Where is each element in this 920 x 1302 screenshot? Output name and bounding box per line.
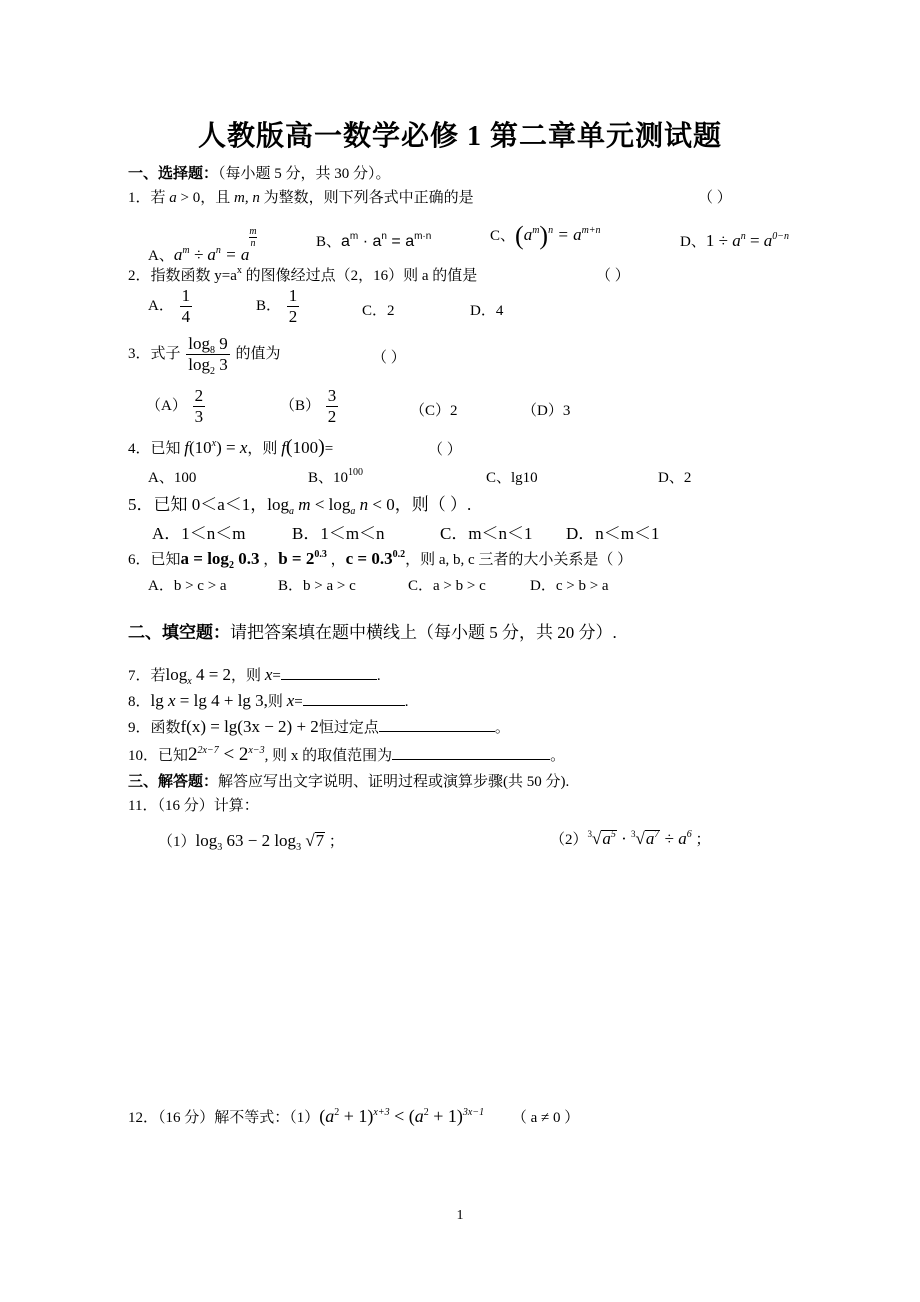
q7-var: x bbox=[264, 665, 273, 684]
q12: 12．（16 分）解不等式：$(1)(a^2 + 1)^{x+3} < (a^2 + 1)^{3x-1}$ （ a ≠ 0 ） bbox=[128, 1106, 580, 1126]
q4-option-d: D、2 bbox=[658, 470, 692, 486]
q7: 7．若$\log_x 4 = 2$，则 x= . bbox=[128, 665, 381, 687]
q8-eq: = bbox=[294, 694, 303, 710]
section-2-label: 二、填空题： bbox=[128, 623, 230, 642]
q5-stem: 5．已知 0＜a＜1，$\log_a m < \log_a n < 0$，则（ ）. bbox=[128, 495, 472, 517]
q4-answer-paren: （ ） bbox=[428, 442, 462, 458]
q3-option-d: （D）3 bbox=[522, 403, 571, 419]
q3-option-b-num: 3 bbox=[327, 386, 337, 405]
q6-prefix: 6．已知 bbox=[128, 552, 181, 568]
q1-stem-text: 1．若 a > 0，且 m, n 为整数，则下列各式中正确的是 bbox=[128, 190, 474, 206]
q5-option-b: B．1＜m＜n bbox=[292, 524, 385, 543]
q4-option-b-exp: 100 bbox=[348, 467, 364, 478]
q1-stem bbox=[128, 186, 474, 207]
q8-var: x bbox=[286, 691, 295, 710]
q3-num-arg: 9 bbox=[219, 334, 228, 353]
q9-end: 。 bbox=[494, 720, 510, 736]
q3-den-base: 2 bbox=[210, 366, 215, 377]
q1-answer-paren: （ ） bbox=[698, 190, 732, 206]
q6-stem: 6．已知$a = \log_2 0.3$ ，$b = 2^{0.3}$ ，$c = 0.3^{0.2}$，则 a, b, c 三者的大小关系是（ ） bbox=[128, 549, 633, 571]
q5-option-a: A．1＜n＜m bbox=[152, 524, 246, 543]
q10-answer-blank[interactable] bbox=[392, 745, 550, 760]
q2-option-b-den: 2 bbox=[288, 307, 298, 326]
section-2-heading bbox=[128, 618, 617, 643]
q2-option-d: D．4 bbox=[470, 303, 504, 319]
q8: 8．lg x = lg 4 + lg 3,则 x= . bbox=[128, 691, 409, 710]
section-2-note: 请把答案填在题中横线上（每小题 5 分，共 20 分）. bbox=[230, 623, 617, 642]
q4-mid: ，则 bbox=[247, 441, 278, 457]
q3-option-a bbox=[146, 386, 207, 427]
q3-option-a-den: 3 bbox=[194, 407, 204, 426]
q3-stem bbox=[128, 334, 281, 375]
q9-prefix: 9．函数 bbox=[128, 720, 181, 736]
q11-part-2-label: （2） bbox=[550, 832, 588, 848]
q6-option-b: B．b > a > c bbox=[278, 578, 356, 594]
q5-suffix: ，则（ ）. bbox=[394, 495, 472, 514]
q2-option-a bbox=[148, 286, 194, 327]
q2-option-a-label: A． bbox=[148, 297, 174, 314]
q6-option-d: D．c > b > a bbox=[530, 578, 609, 594]
q2-option-a-den: 4 bbox=[181, 307, 191, 326]
q8-end: . bbox=[404, 694, 409, 710]
q2-answer-paren: （ ） bbox=[596, 268, 630, 284]
q3-suffix: 的值为 bbox=[235, 345, 281, 362]
section-1-note: （每小题 5 分，共 30 分）。 bbox=[218, 166, 391, 182]
q3-option-b-den: 2 bbox=[327, 407, 337, 426]
q3-option-a-label: （A） bbox=[146, 397, 187, 414]
q1-option-a: A、$a^m \div a^n = a$ $\frac{m}{n}$ bbox=[148, 226, 257, 264]
q9: 9．函数f(x) = lg(3x − 2) + 2恒过定点 。 bbox=[128, 717, 510, 736]
q1-option-c-label: C、 bbox=[490, 228, 516, 244]
q10-suffix: , 则 x 的取值范围为 bbox=[264, 748, 393, 764]
q2-stem bbox=[128, 264, 477, 285]
q11-part-2: $(2)^3√a^5 \cdot ^3√a^7 \div a^6$ ； bbox=[550, 829, 711, 848]
section-3-heading bbox=[128, 770, 569, 791]
q1-option-b-label: B、 bbox=[316, 234, 342, 250]
q3-num-base: 8 bbox=[210, 345, 215, 356]
q5-option-d: D．n＜m＜1 bbox=[566, 524, 660, 543]
q6-option-c: C．a > b > c bbox=[408, 578, 486, 594]
q4-stem: 4．已知 $f(10^x) = x$，则 f(100)= bbox=[128, 436, 334, 458]
q3-den-arg: 3 bbox=[219, 355, 228, 374]
q1-option-a-label: A、 bbox=[148, 248, 174, 264]
q10-end: 。 bbox=[550, 748, 566, 764]
q8-answer-blank[interactable] bbox=[303, 691, 405, 706]
q2-stem-text: 2．指数函数 y=a bbox=[128, 268, 237, 284]
q1-option-b: B、$a^m \cdot a^n = a^{m\cdot n}$ bbox=[316, 231, 432, 250]
q9-answer-blank[interactable] bbox=[379, 717, 495, 732]
q1-option-d: D、$1 \div a^n = a^{0-n}$ bbox=[680, 231, 790, 250]
q4-option-a: A、100 bbox=[148, 470, 197, 486]
q4-end: = bbox=[324, 441, 334, 457]
q10-prefix: 10．已知 bbox=[128, 748, 189, 764]
q5-prefix: 5．已知 0＜a＜1， bbox=[128, 495, 268, 514]
section-3-note: 解答应写出文字说明、证明过程或演算步骤(共 50 分). bbox=[218, 774, 570, 790]
q4-option-c: C、lg10 bbox=[486, 470, 538, 486]
q3-option-a-num: 2 bbox=[194, 386, 204, 405]
q9-suffix: 恒过定点 bbox=[318, 720, 379, 736]
q2-option-b-label: B． bbox=[256, 297, 282, 314]
q3-den-log: log bbox=[188, 355, 210, 374]
q12-condition: （ a ≠ 0 ） bbox=[511, 1110, 580, 1126]
q2-stem-exp: x bbox=[236, 265, 242, 276]
q6-option-a: A．b > c > a bbox=[148, 578, 227, 594]
section-1-label: 一、选择题： bbox=[128, 166, 219, 182]
q2-option-a-num: 1 bbox=[181, 286, 191, 305]
q3-num-log: log bbox=[188, 334, 210, 353]
q2-option-c: C．2 bbox=[362, 303, 395, 319]
page-title: 人教版高一数学必修 1 第二章单元测试题 bbox=[197, 121, 722, 152]
q7-end: . bbox=[376, 668, 381, 684]
q6-suffix: ，则 a, b, c 三者的大小关系是（ ） bbox=[405, 552, 633, 568]
q2-option-b-num: 1 bbox=[288, 286, 298, 305]
section-1-heading bbox=[128, 162, 391, 183]
q11-part-1-label: （1） bbox=[158, 834, 196, 850]
q8-mid: 则 bbox=[267, 694, 283, 710]
section-3-label: 三、解答题： bbox=[128, 774, 219, 790]
page-number: 1 bbox=[456, 1208, 464, 1223]
q2-stem-rest: 的图像经过点（2，16）则 a 的值是 bbox=[245, 268, 478, 284]
q7-eq: = bbox=[272, 668, 281, 684]
q7-answer-blank[interactable] bbox=[281, 665, 377, 680]
q3-prefix: 3．式子 bbox=[128, 345, 181, 362]
q8-prefix: 8． bbox=[128, 694, 151, 710]
q5-option-c: C．m＜n＜1 bbox=[440, 524, 533, 543]
q10: 10．已知$2^{2x-7} < 2^{x-3}$, 则 x 的取值范围为 。 bbox=[128, 744, 566, 765]
q4-prefix: 4．已知 bbox=[128, 441, 181, 457]
q3-option-b-label: （B） bbox=[280, 397, 321, 414]
q3-answer-paren: （ ） bbox=[372, 350, 406, 366]
q3-option-b bbox=[280, 386, 340, 427]
q4-option-b bbox=[308, 466, 363, 487]
q11-part-1: $(1)\log_3$ 63 − 2 $\log_3 √7$ ； bbox=[158, 831, 344, 853]
q1-option-d-label: D、 bbox=[680, 234, 706, 250]
q3-option-c: （C）2 bbox=[410, 403, 458, 419]
q11-stem: 11．（16 分）计算： bbox=[128, 798, 259, 814]
q7-prefix: 7．若 bbox=[128, 668, 166, 684]
q12-stem: 12．（16 分）解不等式：（1） bbox=[128, 1110, 320, 1126]
q4-option-b-text: B、10 bbox=[308, 470, 349, 486]
q1-option-c: C、$(a^m)^n = a^{m+n}$ bbox=[490, 221, 601, 250]
q7-mid: ，则 bbox=[231, 668, 262, 684]
q2-option-b bbox=[256, 286, 301, 327]
